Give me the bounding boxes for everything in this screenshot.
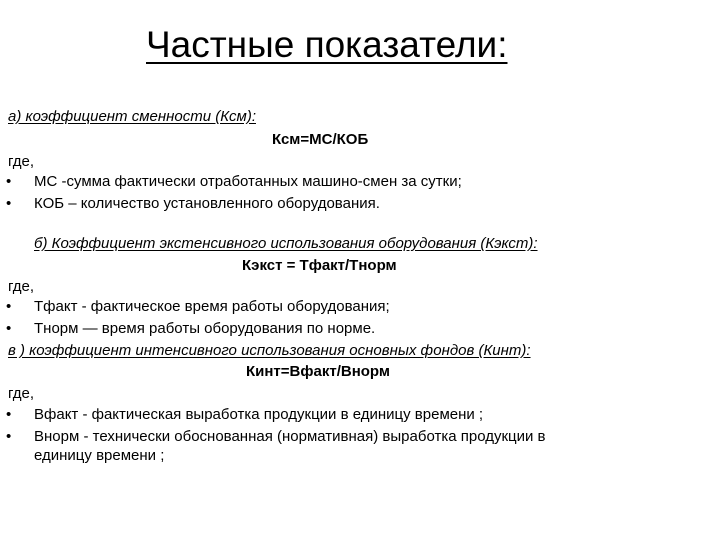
list-item-text: Внорм - технически обоснованная (нормативная) выработка продукции в — [34, 428, 546, 445]
section-a-where: где, — [8, 153, 35, 170]
list-item-text: МС -сумма фактически отработанных машино-смен за сутки; — [34, 173, 462, 190]
list-item-text: КОБ – количество установленного оборудования. — [34, 195, 380, 212]
list-item-text: Тнорм — время работы оборудования по норме. — [34, 320, 376, 337]
bullet-icon: • — [6, 195, 12, 212]
section-b-heading: б) Коэффициент экстенсивного использования оборудования (Кэкст): — [34, 235, 538, 252]
bullet-icon: • — [6, 320, 12, 337]
section-c-heading: в ) коэффициент интенсивного использования основных фондов (Кинт): — [8, 342, 531, 359]
slide-title: Частные показатели: — [146, 24, 508, 65]
section-a-formula: Ксм=МС/КОБ — [272, 131, 369, 148]
list-item-text-continued: единицу времени ; — [34, 447, 165, 464]
section-b-formula: Кэкст = Тфакт/Тнорм — [242, 257, 397, 274]
section-c-formula: Кинт=Вфакт/Внорм — [246, 363, 390, 380]
list-item-text: Вфакт - фактическая выработка продукции в единицу времени ; — [34, 406, 484, 423]
section-c-where: где, — [8, 385, 35, 402]
list-item-text: Тфакт - фактическое время работы оборудования; — [34, 298, 390, 315]
section-a-heading: а) коэффициент сменности (Ксм): — [8, 108, 256, 125]
section-b-where: где, — [8, 278, 35, 295]
bullet-icon: • — [6, 298, 12, 315]
bullet-icon: • — [6, 173, 12, 190]
bullet-icon: • — [6, 406, 12, 423]
bullet-icon: • — [6, 428, 12, 445]
